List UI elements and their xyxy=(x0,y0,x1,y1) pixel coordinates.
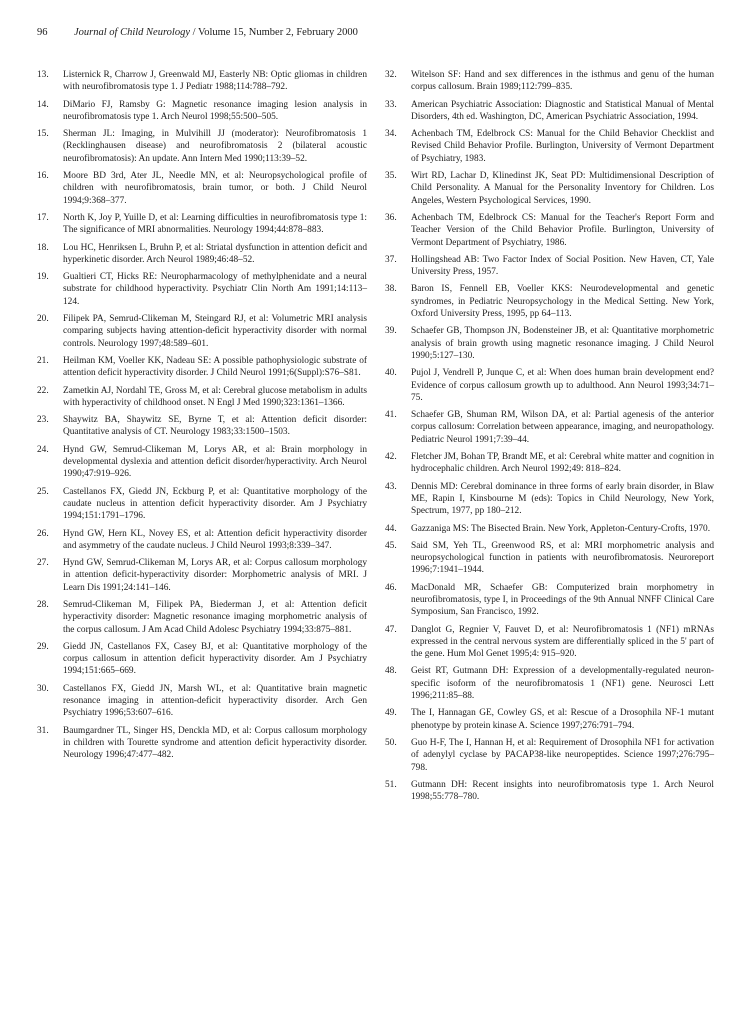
reference-item xyxy=(385,69,714,94)
reference-item xyxy=(385,481,714,518)
reference-number: 14. xyxy=(37,99,49,110)
reference-text: Danglot G, Regnier V, Fauvet D, et al: Neurofibromatosis 1 (NF1) mRNAs expressed in the central nervous system are differentially spliced in the 5' part of the gene. Hum Mol Genet 1995;4: 915–920. xyxy=(411,624,714,660)
reference-number: 38. xyxy=(385,284,397,295)
reference-number: 16. xyxy=(37,171,49,182)
reference-number: 18. xyxy=(37,242,49,253)
reference-number: 17. xyxy=(37,212,49,223)
reference-item xyxy=(385,325,714,362)
reference-number: 39. xyxy=(385,326,397,337)
reference-item xyxy=(385,409,714,446)
reference-item xyxy=(37,557,367,594)
reference-item xyxy=(385,665,714,702)
reference-item xyxy=(37,444,367,481)
reference-item xyxy=(37,128,367,165)
reference-text: DiMario FJ, Ramsby G: Magnetic resonance imaging lesion analysis in neurofibromatosis type 1. Arch Neurol 1998;55:500–505. xyxy=(63,99,367,122)
reference-number: 25. xyxy=(37,486,49,497)
reference-number: 21. xyxy=(37,355,49,366)
reference-number: 34. xyxy=(385,129,397,140)
reference-number: 22. xyxy=(37,385,49,396)
reference-item xyxy=(37,313,367,350)
reference-number: 49. xyxy=(385,708,397,719)
reference-text: Moore BD 3rd, Ater JL, Needle MN, et al: Neuropsychological profile of children with neurofibromatosis, brain tumor, or both. J Child Neurol 1994;9:368–377. xyxy=(63,171,367,206)
reference-text: Hollingshead AB: Two Factor Index of Social Position. New Haven, CT, Yale University Press, 1957. xyxy=(411,254,714,278)
reference-item xyxy=(37,599,367,636)
reference-item xyxy=(385,523,714,535)
reference-item xyxy=(385,779,714,804)
reference-text: Baron IS, Fennell EB, Voeller KKS: Neurodevelopmental and genetic syndromes, in Pediatric Neuropsychology in the Medical Setting. New York, Oxford University Press, 1995, pp 64–113. xyxy=(411,284,714,320)
reference-text: Castellanos FX, Giedd JN, Marsh WL, et al: Quantitative brain magnetic resonance imaging in attention-deficit hyperactivity disorder. Arch Gen Psychiatry 1996;53:607–616. xyxy=(63,683,367,719)
reference-item xyxy=(37,486,367,523)
reference-text: Listernick R, Charrow J, Greenwald MJ, Easterly NB: Optic gliomas in children with neurofibromatosis type 1. J Pediatr 1988;114:788–792. xyxy=(63,70,367,93)
reference-item xyxy=(37,99,367,124)
reference-column-left xyxy=(37,69,367,762)
reference-text: The I, Hannagan GE, Cowley GS, et al: Rescue of a Drosophila NF-1 mutant phenotype by protein kinase A. Science 1997;276:791–794. xyxy=(411,708,714,731)
reference-item xyxy=(385,99,714,124)
reference-text: Gazzaniga MS: The Bisected Brain. New York, Appleton-Century-Crofts, 1970. xyxy=(411,523,711,534)
reference-item xyxy=(37,641,367,678)
reference-number: 44. xyxy=(385,523,397,534)
reference-number: 36. xyxy=(385,212,397,223)
reference-item xyxy=(385,707,714,732)
reference-number: 26. xyxy=(37,528,49,539)
reference-number: 50. xyxy=(385,737,397,748)
reference-text: Filipek PA, Semrud-Clikeman M, Steingard RJ, et al: Volumetric MRI analysis comparing subjects having attention-deficit hyperactivity disorder with normal controls. Neurology 1997;48:589–601. xyxy=(63,314,367,349)
reference-text: Hynd GW, Semrud-Clikeman M, Lorys AR, et al: Corpus callosum morphology in attention deficit-hyperactivity disorder: Morphometric analysis of MRI. J Learn Dis 1991;24:141–146. xyxy=(63,558,367,593)
reference-number: 48. xyxy=(385,666,397,677)
reference-text: Lou HC, Henriksen L, Bruhn P, et al: Striatal dysfunction in attention deficit and hyperkinetic disorder. Arch Neurol 1989;46:48–52. xyxy=(63,242,367,265)
page-number: 96 xyxy=(37,27,48,38)
reference-item xyxy=(37,414,367,439)
reference-number: 19. xyxy=(37,272,49,283)
reference-text: Sherman JL: Imaging, in Mulvihill JJ (moderator): Neurofibromatosis 1 (Recklinghausen disease) and neurofibromatosis 2 (bilateral acoustic neurofibromatosis): An update. Ann Intern Med 1990;113:39–52. xyxy=(63,129,367,164)
reference-number: 15. xyxy=(37,129,49,140)
reference-text: Baumgardner TL, Singer HS, Denckla MD, et al: Corpus callosum morphology in children with Tourette syndrome and attention deficit hyperactivity disorder. Neurology 1996;47:477–482. xyxy=(63,725,367,761)
reference-number: 43. xyxy=(385,481,397,492)
reference-item xyxy=(385,737,714,774)
reference-text: American Psychiatric Association: Diagnostic and Statistical Manual of Mental Disorders, 4th ed. Washington, DC, American Psychiatric Association, 1994. xyxy=(411,99,714,122)
reference-item xyxy=(37,683,367,720)
reference-item xyxy=(37,355,367,380)
reference-text: Hynd GW, Semrud-Clikeman M, Lorys AR, et al: Brain morphology in developmental dyslexia and attention deficit disorder/hyperactivity. Arch Neurol 1990;47:919–926. xyxy=(63,444,367,480)
reference-text: Witelson SF: Hand and sex differences in the isthmus and genu of the human corpus callosum. Brain 1989;112:799–835. xyxy=(411,70,714,93)
reference-number: 20. xyxy=(37,314,49,325)
reference-number: 31. xyxy=(37,725,49,736)
reference-number: 42. xyxy=(385,452,397,463)
reference-number: 13. xyxy=(37,70,49,80)
reference-item xyxy=(37,212,367,237)
reference-item xyxy=(37,271,367,308)
journal-title: Journal of Child Neurology xyxy=(74,27,190,38)
reference-item xyxy=(385,212,714,249)
reference-number: 30. xyxy=(37,683,49,694)
reference-number: 28. xyxy=(37,599,49,610)
reference-text: Achenbach TM, Edelbrock CS: Manual for the Child Behavior Checklist and Revised Child Behavior Profile. Burlington, University of Vermont Department of Psychiatry, 1983. xyxy=(411,129,714,164)
reference-text: Hynd GW, Hern KL, Novey ES, et al: Attention deficit hyperactivity disorder and asymmetry of the caudate nucleus. J Child Neurol 1993;8:339–347. xyxy=(63,528,367,551)
reference-text: Geist RT, Gutmann DH: Expression of a developmentally-regulated neuron-specific isoform of the neurofibromatosis 1 (NF1) gene. Neurosci Lett 1996;211:85–88. xyxy=(411,666,714,702)
reference-number: 23. xyxy=(37,415,49,426)
reference-number: 33. xyxy=(385,99,397,110)
reference-number: 41. xyxy=(385,410,397,421)
reference-text: Zametkin AJ, Nordahl TE, Gross M, et al: Cerebral glucose metabolism in adults with hyperactivity of childhood onset. N Engl J Med 1990;323:1361–1366. xyxy=(63,385,367,408)
reference-number: 47. xyxy=(385,624,397,635)
reference-item xyxy=(37,242,367,267)
reference-text: Dennis MD: Cerebral dominance in three forms of early brain disorder, in Blaw ME, Rapin I, Kinsbourne M (eds): Topics in Child Neurology, New York, Spectrum, 1977, pp 180–212. xyxy=(411,481,714,517)
reference-item xyxy=(37,385,367,410)
reference-text: Semrud-Clikeman M, Filipek PA, Biederman J, et al: Attention deficit hyperactivity disorder: Magnetic resonance imaging morphometric analysis of the corpus callosum. J Am Acad Child Adolesc Psychiatry 1994;33:875–881. xyxy=(63,599,367,635)
reference-number: 24. xyxy=(37,444,49,455)
reference-text: Guo H-F, The I, Hannan H, et al: Requirement of Drosophila NF1 for activation of adenylyl cyclase by PACAP38-like neuropeptides. Science 1997;276:795–798. xyxy=(411,737,714,773)
reference-number: 29. xyxy=(37,641,49,652)
reference-number: 37. xyxy=(385,254,397,265)
reference-item xyxy=(385,128,714,165)
reference-text: Gualtieri CT, Hicks RE: Neuropharmacology of methylphenidate and a neural substrate for childhood hyperactivity. Psychiatr Clin North Am 1991;14:113–124. xyxy=(63,272,367,307)
reference-text: Wirt RD, Lachar D, Klinedinst JK, Seat PD: Multidimensional Description of Child Personality. A Manual for the Personality Inventory for Children. Los Angeles, Western Psychological Services, 1990. xyxy=(411,171,714,206)
reference-text: Fletcher JM, Bohan TP, Brandt ME, et al: Cerebral white matter and cognition in hydrocephalic children. Arch Neurol 1992;49: 818–824. xyxy=(411,452,714,475)
reference-text: Giedd JN, Castellanos FX, Casey BJ, et al: Quantitative morphology of the corpus callosum in attention deficit hyperactivity disorder. Am J Psychiatry 1994;151:665–669. xyxy=(63,641,367,677)
reference-text: Schaefer GB, Shuman RM, Wilson DA, et al: Partial agenesis of the anterior corpus callosum: Correlation between appearance, imaging, and neuropathology. Pediatric Neurol 1991;7:39–44. xyxy=(411,410,714,445)
reference-item xyxy=(385,624,714,661)
reference-number: 45. xyxy=(385,540,397,551)
reference-text: Heilman KM, Voeller KK, Nadeau SE: A possible pathophysiologic substrate of attention deficit hyperactivity disorder. J Child Neurol 1991;6(Suppl):S76–S81. xyxy=(63,355,367,379)
reference-number: 35. xyxy=(385,171,397,182)
reference-item xyxy=(37,528,367,553)
reference-item xyxy=(385,283,714,320)
reference-item xyxy=(37,170,367,207)
reference-text: Said SM, Yeh TL, Greenwood RS, et al: MRI morphometric analysis and neuropsychological function in patients with neurofibromatosis. Neuroreport 1996;7:1941–1944. xyxy=(411,540,714,576)
reference-text: Achenbach TM, Edelbrock CS: Manual for the Teacher's Report Form and Teacher Version of the Child Behavior Profile. Burlington, University of Vermont Department of Psychiatry, 1986. xyxy=(411,212,714,248)
reference-number: 32. xyxy=(385,70,397,80)
running-header xyxy=(37,27,717,39)
reference-item xyxy=(385,451,714,476)
reference-number: 27. xyxy=(37,558,49,569)
reference-item xyxy=(385,540,714,577)
reference-item xyxy=(37,69,367,94)
reference-text: MacDonald MR, Schaefer GB: Computerized brain morphometry in neurofibromatosis, type I, in Proceedings of the 9th Annual NNFF Clinical Care Symposium, San Francisco, 1992. xyxy=(411,582,714,618)
reference-item xyxy=(37,725,367,762)
reference-text: Pujol J, Vendrell P, Junque C, et al: When does human brain development end? Evidence of corpus callosum growth up to adulthood. Ann Neurol 1993;34:71–75. xyxy=(411,368,714,403)
reference-item xyxy=(385,367,714,404)
journal-issue: / Volume 15, Number 2, February 2000 xyxy=(189,27,358,38)
reference-text: Gutmann DH: Recent insights into neurofibromatosis type 1. Arch Neurol 1998;55:778–780. xyxy=(411,779,714,803)
reference-item xyxy=(385,170,714,207)
reference-item xyxy=(385,582,714,619)
reference-column-right xyxy=(385,69,714,803)
reference-number: 46. xyxy=(385,582,397,593)
reference-text: Shaywitz BA, Shaywitz SE, Byrne T, et al: Attention deficit disorder: Quantitative analysis of CT. Neurology 1983;33:1500–1503. xyxy=(63,415,367,438)
reference-item xyxy=(385,254,714,279)
reference-number: 51. xyxy=(385,779,397,790)
reference-number: 40. xyxy=(385,368,397,379)
reference-text: Castellanos FX, Giedd JN, Eckburg P, et al: Quantitative morphology of the caudate nucleus in attention deficit hyperactivity disorder. Am J Psychiatry 1994;151:1791–1796. xyxy=(63,486,367,522)
reference-text: North K, Joy P, Yuille D, et al: Learning difficulties in neurofibromatosis type 1: The significance of MRI abnormalities. Neurology 1994;44:878–883. xyxy=(63,212,367,236)
reference-text: Schaefer GB, Thompson JN, Bodensteiner JB, et al: Quantitative morphometric analysis of brain growth using magnetic resonance imaging. J Child Neurol 1990;5:127–130. xyxy=(411,326,714,361)
